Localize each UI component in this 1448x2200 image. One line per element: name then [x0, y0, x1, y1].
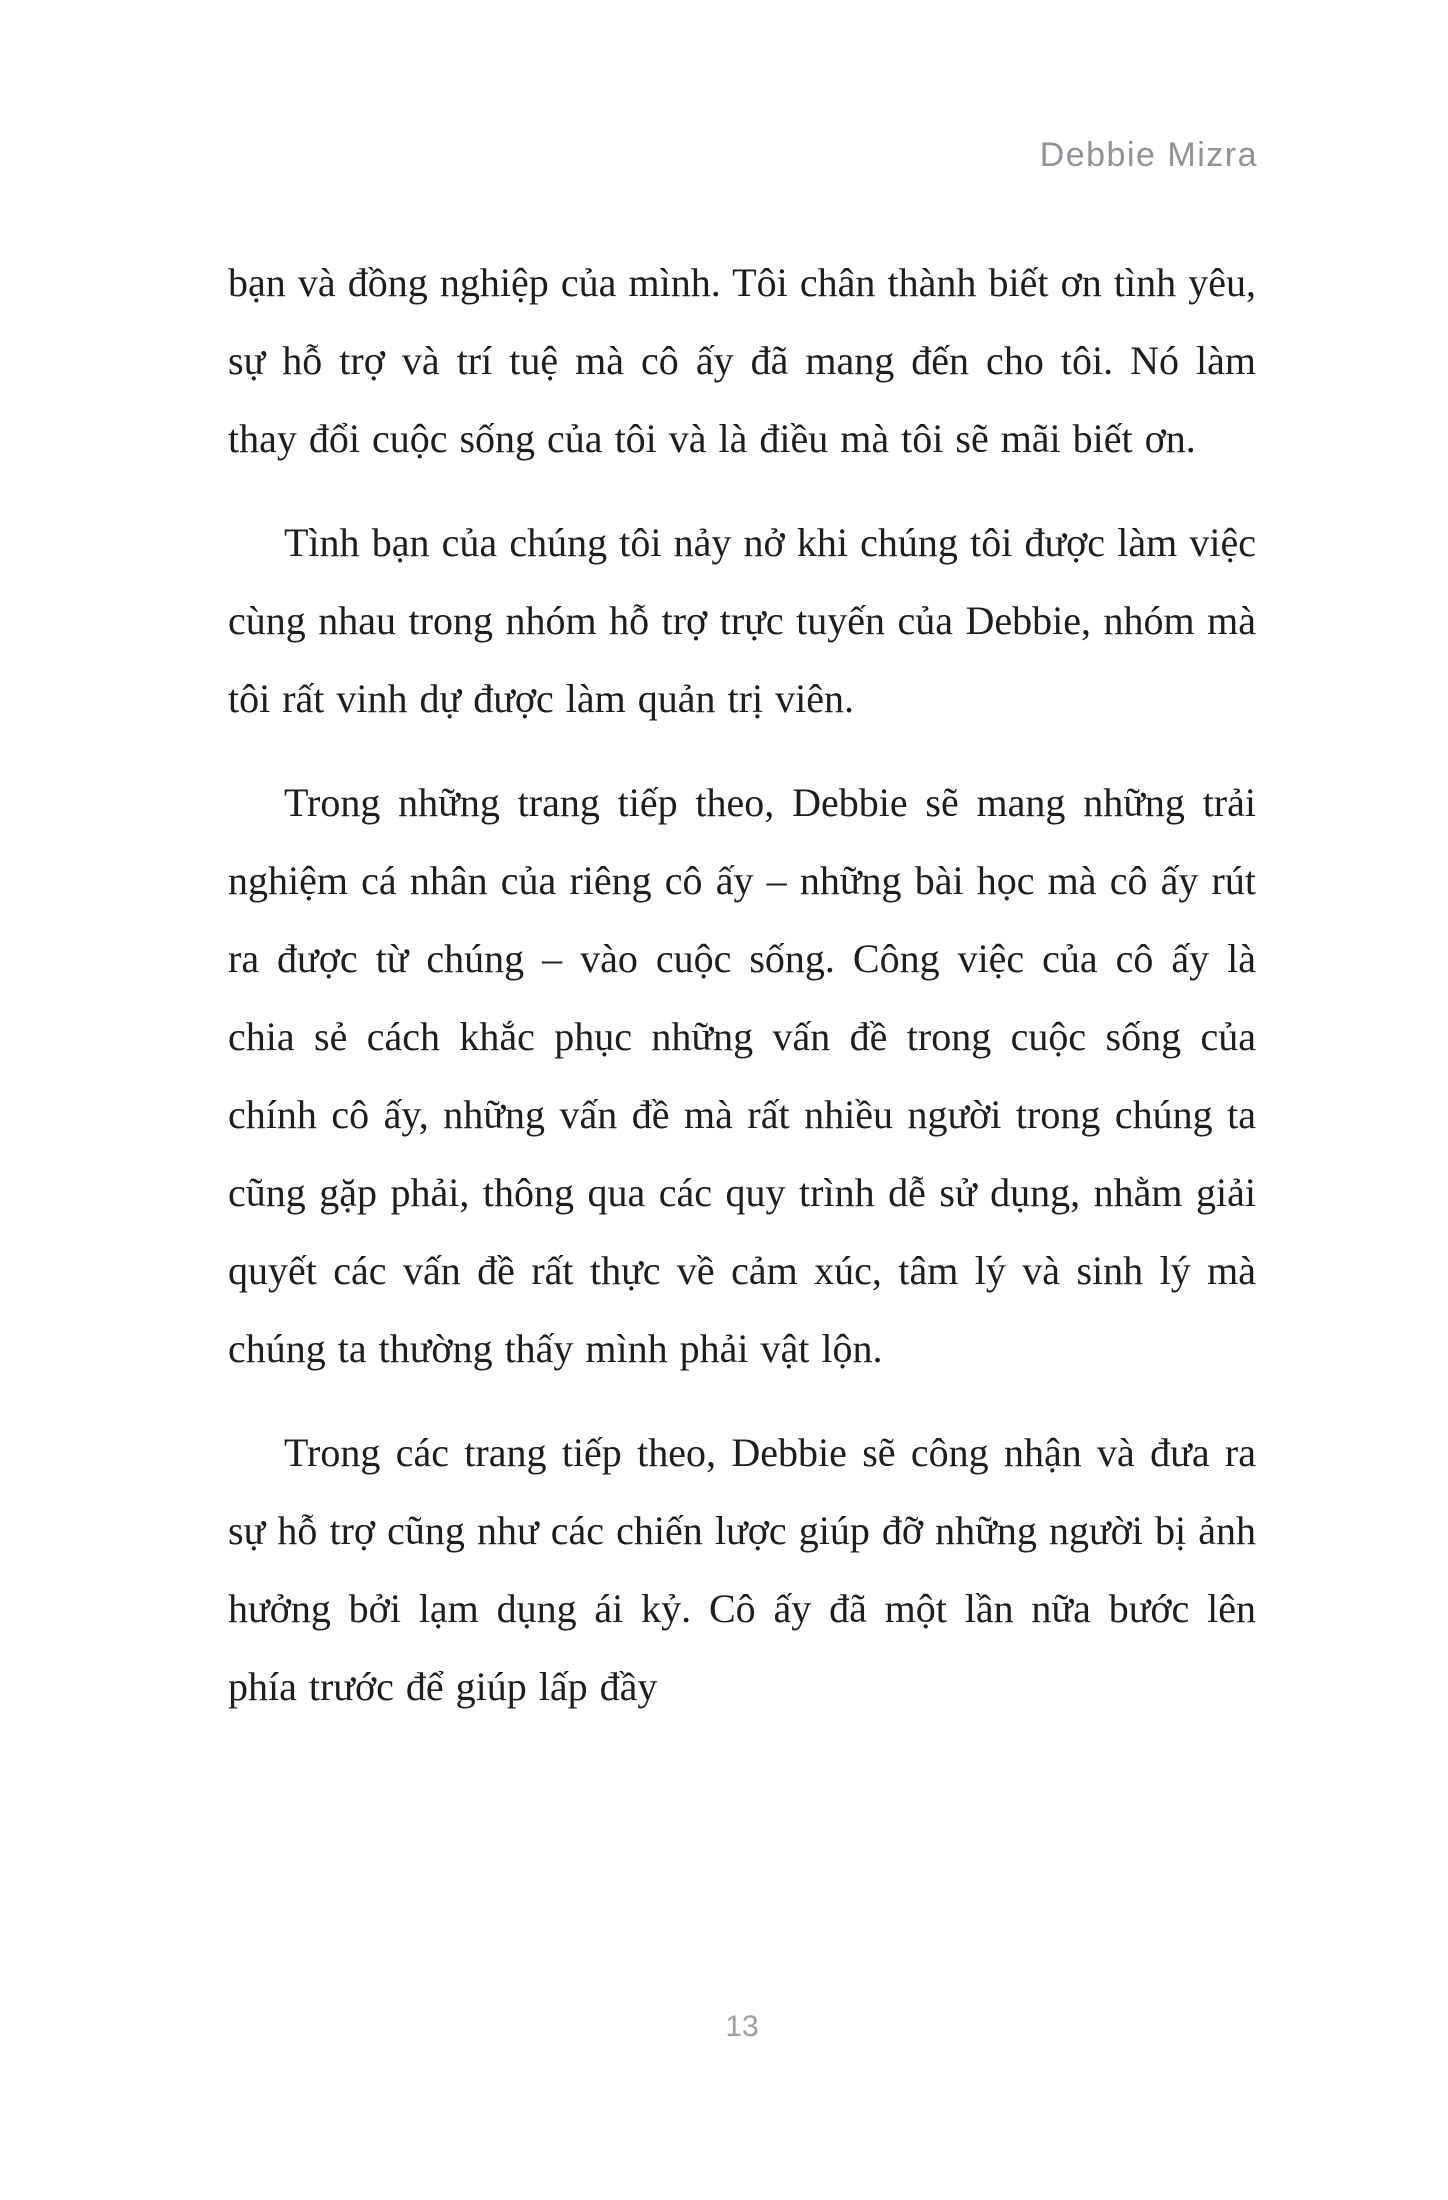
paragraph: Trong những trang tiếp theo, Debbie sẽ mang những trải nghiệm cá nhân của riêng cô ấy – những bài học mà cô ấy rút ra được từ chúng – vào cuộc sống. Công việc của cô ấy là chia sẻ cách khắc phục những vấn đề trong cuộc sống của chính cô ấy, những vấn đề mà rất nhiều người trong chúng ta cũng gặp phải, thông qua các quy trình dễ sử dụng, nhằm giải quyết các vấn đề rất thực về cảm xúc, tâm lý và sinh lý mà chúng ta thường thấy mình phải vật lộn.: [228, 780, 1256, 1371]
paragraph: bạn và đồng nghiệp của mình. Tôi chân thành biết ơn tình yêu, sự hỗ trợ và trí tuệ mà cô ấy đã mang đến cho tôi. Nó làm thay đổi cuộc sống của tôi và là điều mà tôi sẽ mãi biết ơn.: [228, 260, 1256, 461]
page-number: 13: [725, 2010, 759, 2043]
paragraph: Tình bạn của chúng tôi nảy nở khi chúng tôi được làm việc cùng nhau trong nhóm hỗ trợ trực tuyến của Debbie, nhóm mà tôi rất vinh dự được làm quản trị viên.: [228, 520, 1256, 721]
page-body: [228, 244, 1256, 1752]
paragraph: Trong các trang tiếp theo, Debbie sẽ công nhận và đưa ra sự hỗ trợ cũng như các chiến lược giúp đỡ những người bị ảnh hưởng bởi lạm dụng ái kỷ. Cô ấy đã một lần nữa bước lên phía trước để giúp lấp đầy: [228, 1430, 1256, 1709]
running-header-author: Debbie Mizra: [1039, 136, 1258, 174]
